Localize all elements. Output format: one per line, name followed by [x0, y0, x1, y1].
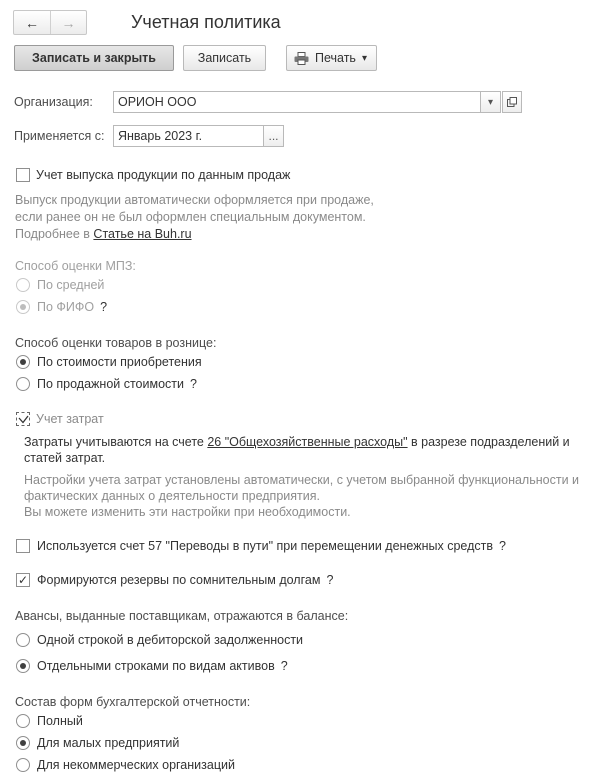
organization-dropdown-button[interactable] [480, 91, 501, 113]
retail-heading: Способ оценки товаров в рознице: [15, 336, 217, 350]
organization-input[interactable]: ОРИОН ООО [113, 91, 481, 113]
arrow-right-icon: → [61, 14, 76, 31]
forms-heading: Состав форм бухгалтерской отчетности: [15, 695, 251, 709]
help-icon[interactable]: ? [499, 539, 506, 553]
mpz-fifo-radio[interactable] [16, 300, 30, 314]
costs-note-line: Вы можете изменить эти настройки при необходимости. [24, 505, 351, 519]
help-icon[interactable]: ? [100, 300, 108, 314]
reserves-row [16, 573, 333, 587]
retail-cost-row [16, 355, 202, 369]
organization-open-button[interactable] [502, 91, 522, 113]
costs-note [24, 472, 579, 520]
costs-description-suffix: в разрезе подразделений и [407, 435, 570, 449]
mpz-average-row [16, 278, 104, 292]
account57-checkbox[interactable] [16, 539, 30, 553]
printer-icon [294, 52, 309, 65]
advances-separate-label: Отдельными строками по видам активов [37, 659, 275, 673]
applies-choose-button[interactable]: ... [263, 125, 284, 147]
production-by-sales-row [16, 168, 290, 182]
help-icon[interactable]: ? [280, 659, 288, 673]
advances-heading: Авансы, выданные поставщикам, отражаются в балансе: [15, 609, 349, 623]
applies-label: Применяется с: [14, 129, 105, 143]
production-note-line: если ранее он не был оформлен специальным документом. [15, 210, 366, 224]
costs-note-line: фактических данных о деятельности предприятия. [24, 489, 320, 503]
forms-nonprofit-radio[interactable] [16, 758, 30, 772]
reserves-checkbox[interactable] [16, 573, 30, 587]
help-icon[interactable]: ? [190, 377, 197, 391]
save-button[interactable]: Записать [183, 45, 266, 71]
forms-full-label: Полный [37, 714, 83, 728]
costs-checkbox[interactable] [16, 412, 30, 426]
costs-description-line: статей затрат. [24, 451, 106, 465]
check-icon [18, 415, 29, 424]
print-button[interactable] [286, 45, 377, 71]
mpz-average-radio[interactable] [16, 278, 30, 292]
chevron-down-icon: ▾ [361, 52, 367, 64]
costs-description-prefix: Затраты учитываются на счете [24, 435, 208, 449]
production-note-line: Выпуск продукции автоматически оформляется при продаже, [15, 193, 374, 207]
arrow-left-icon: ← [25, 14, 39, 31]
production-by-sales-checkbox[interactable] [16, 168, 30, 182]
advances-single-radio[interactable] [16, 633, 30, 647]
retail-sale-price-label: По продажной стоимости [37, 377, 184, 391]
forms-small-row [16, 736, 179, 750]
forms-nonprofit-label: Для некоммерческих организаций [37, 758, 235, 772]
production-by-sales-label: Учет выпуска продукции по данным продаж [36, 168, 291, 182]
reserves-label: Формируются резервы по сомнительным долгам [37, 573, 321, 587]
open-window-icon [507, 97, 517, 107]
back-button[interactable] [14, 11, 50, 34]
costs-description [24, 434, 570, 466]
forms-full-row [16, 714, 83, 728]
mpz-fifo-row [16, 300, 107, 314]
account57-row [16, 539, 506, 553]
forms-full-radio[interactable] [16, 714, 30, 728]
buh-article-link[interactable]: Статье на Buh.ru [93, 227, 192, 241]
check-icon: ✓ [17, 573, 29, 587]
costs-label: Учет затрат [36, 412, 104, 426]
advances-single-row [16, 633, 303, 647]
retail-sale-price-row [16, 377, 197, 391]
production-note [15, 192, 374, 243]
organization-label: Организация: [14, 95, 93, 109]
mpz-heading: Способ оценки МПЗ: [15, 259, 136, 273]
production-note-prefix: Подробнее в [15, 227, 94, 241]
applies-period-input[interactable]: Январь 2023 г. [113, 125, 264, 147]
print-label: Печать [315, 51, 356, 65]
chevron-down-icon: ▾ [487, 96, 494, 108]
help-icon[interactable]: ? [326, 573, 334, 587]
advances-separate-radio[interactable] [16, 659, 30, 673]
mpz-fifo-label: По ФИФО [37, 300, 95, 314]
mpz-average-label: По средней [37, 278, 105, 292]
forms-small-radio[interactable] [16, 736, 30, 750]
advances-single-label: Одной строкой в дебиторской задолженности [37, 633, 304, 647]
save-and-close-button[interactable]: Записать и закрыть [14, 45, 174, 71]
retail-sale-price-radio[interactable] [16, 377, 30, 391]
navigation-buttons [13, 10, 87, 35]
page-title: Учетная политика [131, 12, 281, 32]
forward-button[interactable] [50, 11, 86, 34]
costs-row [16, 412, 104, 426]
forms-small-label: Для малых предприятий [37, 736, 180, 750]
account57-label: Используется счет 57 "Переводы в пути" при перемещении денежных средств [37, 539, 493, 553]
retail-cost-label: По стоимости приобретения [37, 355, 202, 369]
account-26-link[interactable]: 26 "Общехозяйственные расходы" [207, 435, 408, 449]
costs-note-line: Настройки учета затрат установлены автоматически, с учетом выбранной функциональности и [24, 473, 580, 487]
retail-cost-radio[interactable] [16, 355, 30, 369]
forms-nonprofit-row [16, 758, 235, 772]
advances-separate-row [16, 659, 288, 673]
